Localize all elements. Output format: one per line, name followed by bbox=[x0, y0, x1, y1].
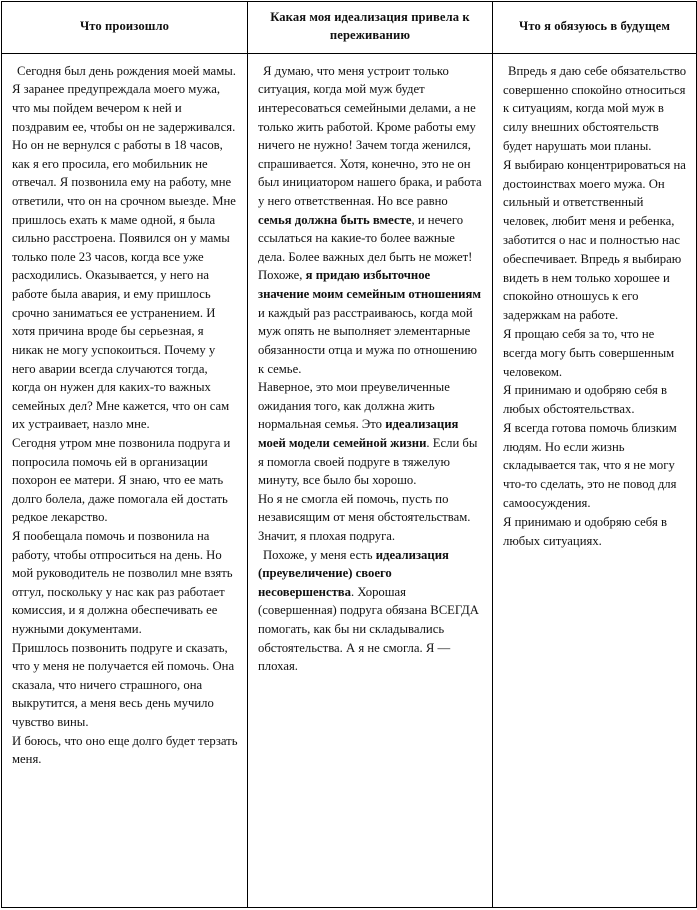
commitment-paragraph-1: Впредь я даю себе обязательство совершенно спокойно относиться к ситуациям, когда мой муж в силу внешних обстоятельств будет нарушать мои планы. bbox=[503, 63, 687, 153]
idealization-p2-text-a: Похоже, bbox=[258, 268, 306, 283]
commitment-paragraph-4: Я принимаю и одобряю себя в любых обстоятельствах. bbox=[503, 383, 667, 417]
idealization-paragraph-2 bbox=[258, 266, 483, 378]
column-header-commitment: Что я обязуюсь в будущем bbox=[493, 2, 697, 54]
idealization-p1-text-a: Я думаю, что меня устроит только ситуация, когда мой муж будет интересоваться семейными делами, а не только жить работой. Кроме работы ему ничего не нужно! Зачем тогда женился, спрашивается. Хотя, конечно, это не он был инициатором нашего брака, и работа у него ответственная. Но все равно bbox=[258, 63, 482, 209]
table-header bbox=[2, 2, 697, 54]
idealization-paragraph-5 bbox=[258, 546, 483, 676]
what-happened-paragraph-5: Пришлось позвонить подруге и сказать, что у меня не получается ей помочь. Она сказала, что ничего страшного, она выкрутится, а меня весь день мучило чувство вины. bbox=[12, 640, 235, 730]
header-row bbox=[2, 2, 697, 54]
idealization-p1-text-b: , и нечего ссылаться на какие-то более важные дела. Более важных дел быть не может! bbox=[258, 212, 473, 264]
idealization-p2-text-b: и каждый раз расстраиваюсь, когда мой муж опять не выполняет элементарные обязанности отца и мужа по отношению к семье. bbox=[258, 305, 478, 376]
idealization-p2-emphasis: я придаю избыточное значение моим семейным отношениям bbox=[258, 268, 481, 302]
table-body bbox=[2, 53, 697, 907]
commitment-paragraph-6: Я принимаю и одобряю себя в любых ситуациях. bbox=[503, 514, 667, 548]
column-header-idealization: Какая моя идеализация привела к переживанию bbox=[248, 2, 493, 54]
commitment-paragraph-2: Я выбираю концентрироваться на достоинствах моего мужа. Он сильный и ответственный человек, любит меня и ребенка, заботится о нас и полностью нас обеспечивает. Впредь я выбираю видеть в нем только хорошее и спокойно отношусь к его задержкам на работе. bbox=[503, 157, 686, 323]
cell-idealization bbox=[248, 53, 493, 907]
what-happened-paragraph-1: Сегодня был день рождения моей мамы. Я заранее предупреждала моего мужа, что мы пойдем вечером к ней и поздравим ее, чтобы он не задерживался. Но он не вернулся с работы в 18 часов, как я его просила, его мобильник не отвечал. Я позвонила ему на работу, мне ответили, что он на срочном выезде. Мне пришлось ехать к маме одной, я была сильно расстроена. Появился он у мамы только поле 23 часов, когда все уже расходились. Оказывается, у него на работе была авария, и ему пришлось срочно заниматься ее устранением. И хотя причина вроде бы серьезная, я никак не могу успокоиться. Почему у него аварии всегда случаются тогда, когда он нужен для каких-то важных bbox=[12, 63, 236, 395]
what-happened-paragraph-3: Сегодня утром мне позвонила подруга и попросила помочь ей в организации похорон ее матери. Я знаю, что ее мать долго болела, даже помогала ей достать редкое лекарство. bbox=[12, 435, 231, 525]
cell-commitment bbox=[493, 53, 697, 907]
what-happened-paragraph-4: Я пообещала помочь и позвонила на работу, чтобы отпроситься на день. Но мой руководитель не позволил мне взять отгул, поскольку у нас как раз работает комиссия, и я должна обеспечивать ее нужными документами. bbox=[12, 528, 233, 637]
cell-what-happened bbox=[2, 53, 248, 907]
idealization-p3-emphasis: идеализация моей модели семейной жизни bbox=[258, 417, 459, 450]
idealization-p1-emphasis: семья должна быть вместе bbox=[258, 212, 412, 227]
table-row bbox=[2, 53, 697, 907]
worksheet-page bbox=[0, 1, 697, 910]
idealization-p5-text-a: Похоже, у меня есть bbox=[263, 547, 376, 562]
idealization-p3-text-a: Наверное, это мои преувеличенные ожидания того, как должна жить нормальная семья. Это bbox=[258, 380, 450, 432]
idealization-p5-emphasis: идеализация (преувеличение) своего несовершенства bbox=[258, 547, 449, 599]
commitment-paragraph-5: Я всегда готова помочь близким людям. Но если жизнь складывается так, что я не могу что-то сделать, это не повод для самоосуждения. bbox=[503, 420, 677, 511]
column-header-what-happened: Что произошло bbox=[2, 2, 248, 54]
idealization-p3-text-b: . Если бы я помогла своей подруге в тяжелую минуту, все было бы хорошо. bbox=[258, 435, 478, 488]
idealization-paragraph-1 bbox=[258, 62, 483, 267]
what-happened-paragraph-6: И боюсь, что оно еще долго будет терзать меня. bbox=[12, 733, 238, 767]
commitment-paragraph-3: Я прощаю себя за то, что не всегда могу быть совершенным человеком. bbox=[503, 326, 675, 379]
idealization-p5-text-b: . Хорошая (совершенная) подруга обязана ВСЕГДА помогать, как бы ни складывались обстоятельства. А я не смогла. Я — плохая. bbox=[258, 584, 479, 674]
idealization-paragraph-3 bbox=[258, 378, 483, 490]
what-happened-paragraph-2: семейных дел? Мне кажется, что он сам их устраивает, назло мне. bbox=[12, 398, 230, 432]
self-analysis-table bbox=[1, 1, 697, 908]
idealization-paragraph-4: Но я не смогла ей помочь, пусть по независящим от меня обстоятельствам. Значит, я плохая подруга. bbox=[258, 491, 471, 543]
